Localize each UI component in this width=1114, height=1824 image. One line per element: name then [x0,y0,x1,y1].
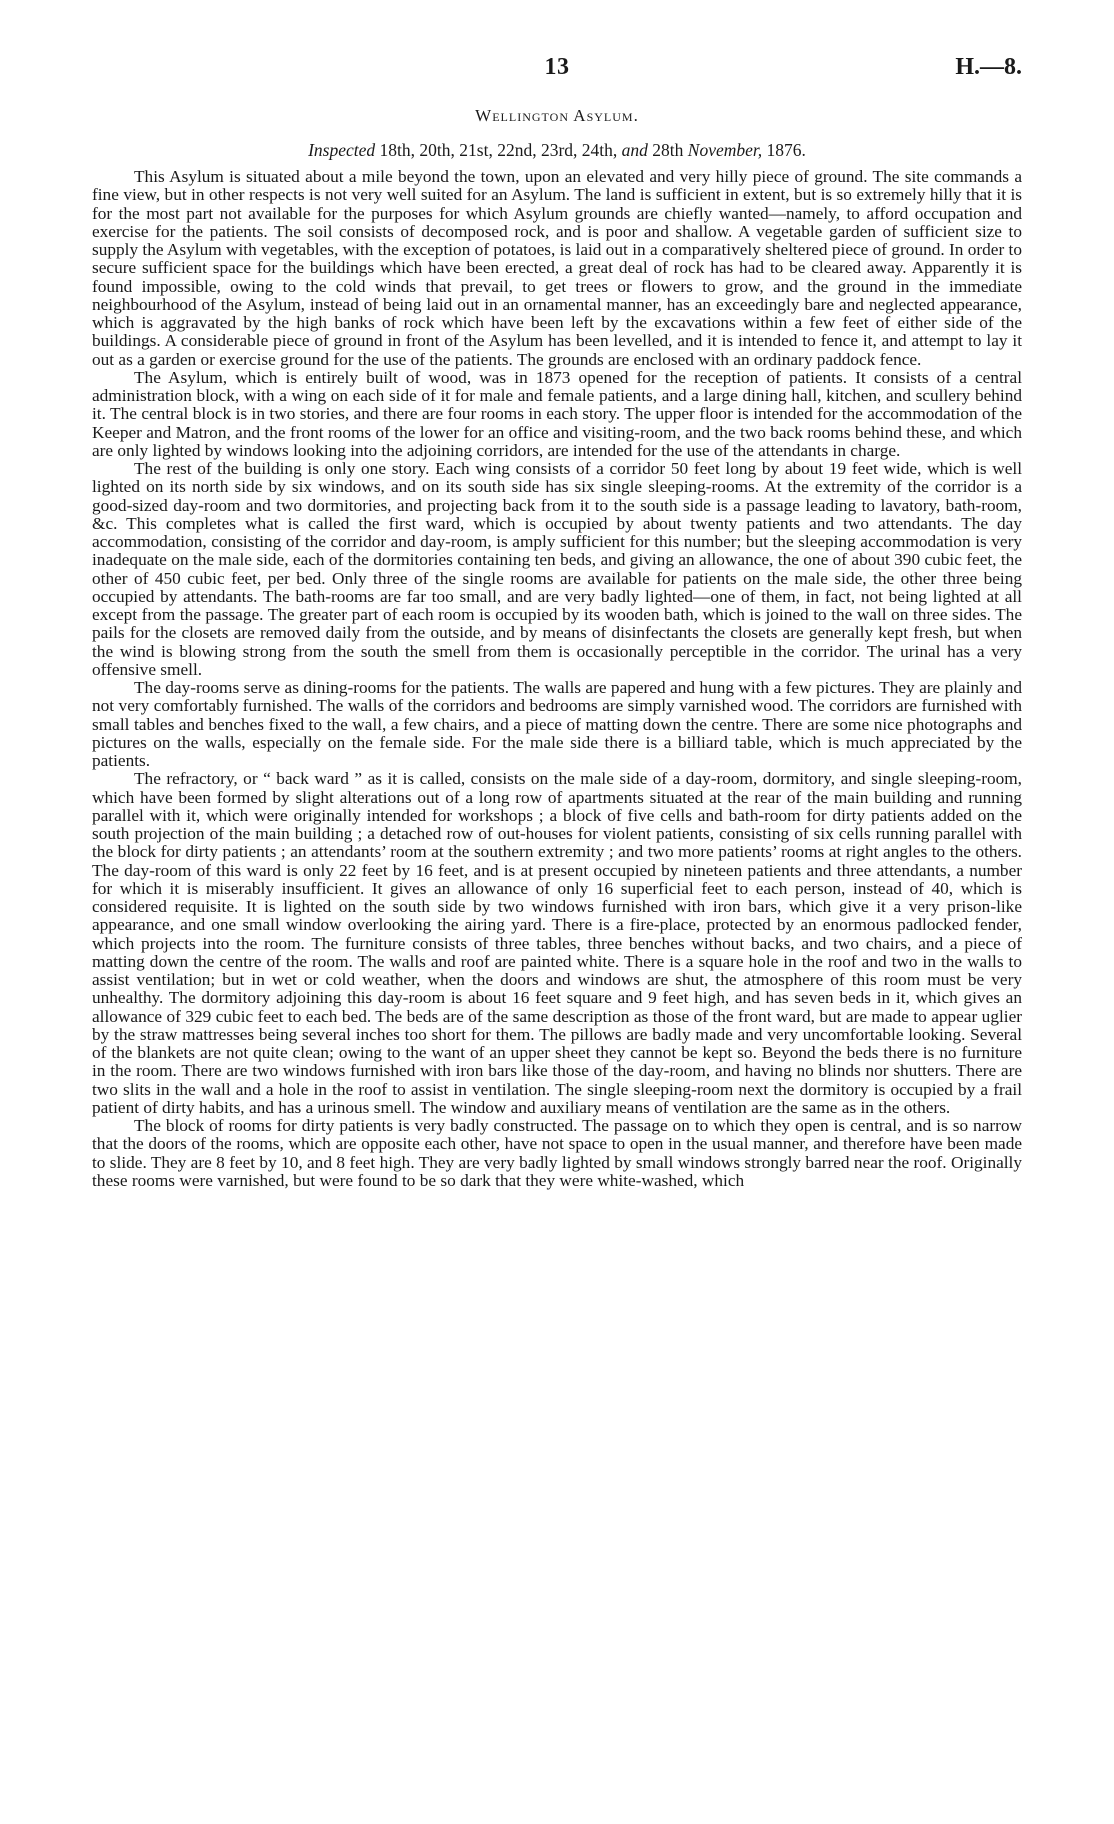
paragraph-day-rooms: The day-rooms serve as dining-rooms for the patients. The walls are papered and hung with a few pictures. They are plainly and not very comfortably furnished. The walls of the corridors and bedrooms are simply varnished wood. The corridors are furnished with small tables and benches fixed to the wall, a few chairs, and a piece of matting down the centre. There are some nice photographs and pictures on the walls, especially on the female side. For the male side there is a billiard table, which is much appreciated by the patients. [92,678,1022,770]
page-number: 13 [544,54,570,80]
report-body [92,168,1022,1190]
paragraph-building: The Asylum, which is entirely built of wood, was in 1873 opened for the reception of patients. It consists of a central administration block, with a wing on each side of it for male and female patients, and a large dining hall, kitchen, and scullery behind it. The central block is in two stories, and there are four rooms in each story. The upper floor is intended for the accommodation of the Keeper and Matron, and the front rooms of the lower for an office and visiting-room, and the two back rooms behind these, and which are only lighted by windows looking into the adjoining corridors, are intended for the use of the attendants in charge. [92,367,1022,460]
section-title: Wellington Asylum. [475,106,639,125]
inspection-final-date: 28th [652,140,684,160]
paragraph-site: This Asylum is situated about a mile beyond the town, upon an elevated and very hilly piece of ground. The site commands a fine view, but in other respects is not very well suited for an Asylum. The land is sufficient in extent, but is so extremely hilly that it is for the most part not available for the purposes for which Asylum grounds are chiefly wanted—namely, to afford occupation and exercise for the patients. The soil consists of decomposed rock, and is poor and shallow. A vegetable garden of sufficient size to supply the Asylum with vegetables, with the exception of potatoes, is laid out in a comparatively sheltered piece of ground. In order to secure sufficient space for the buildings which have been erected, a great deal of rock has had to be cleared away. Apparently it is found impossible, owing to the cold winds that prevail, to get trees or flowers to grow, and the ground in the immediate neighbourhood of the Asylum, instead of being laid out in an ornamental manner, has an exceedingly bare and neglected appearance, which is aggravated by the high banks of rock which have been left by the excavations within a few feet of either side of the buildings. A considerable piece of ground in front of the Asylum has been levelled, and it is intended to fence it, and attempt to lay it out as a garden or exercise ground for the use of the patients. The grounds are enclosed with an ordinary paddock fence. [92,167,1022,369]
inspected-label: Inspected [308,140,376,160]
paragraph-dirty-patients-block: The block of rooms for dirty patients is very badly constructed. The passage on to which they open is central, and is so narrow that the doors of the rooms, which are opposite each other, have not space to open in the usual manner, and therefore have been made to slide. They are 8 feet by 10, and 8 feet high. They are very badly lighted by small windows strongly barred near the roof. Originally these rooms were varnished, but were found to be so dark that they were white-washed, which [92,1116,1022,1190]
page-header [92,54,1022,84]
paragraph-wings: The rest of the building is only one story. Each wing consists of a corridor 50 feet long by about 19 feet wide, which is well lighted on its north side by six windows, and on its south side has six single sleeping-rooms. At the extremity of the corridor is a good-sized day-room and two dormitories, and projecting back from it to the south side is a passage leading to lavatory, bath-room, &c. This completes what is called the first ward, which is occupied by about twenty patients and two attendants. The day accommodation, consisting of the corridor and day-room, is amply sufficient for this number; but the sleeping accommodation is very inadequate on the male side, each of the dormitories containing ten beds, and giving an allowance, the one of about 390 cubic feet, the other of 450 cubic feet, per bed. Only three of the single rooms are available for patients on the male side, the other three being occupied by attendants. The bath-rooms are far too small, and are very badly lighted—one of them, in fact, not being lighted at all except from the passage. The greater part of each room is occupied by its wooden bath, which is joined to the wall on three sides. The pails for the closets are removed daily from the outside, and by means of disinfectants the closets are generally kept fresh, but when the wind is blowing strong from the south the smell from them is occasionally perceptible in the corridor. The urinal has a very offensive smell. [92,459,1022,679]
inspection-month: November, [687,140,763,160]
inspection-dates-list: 18th, 20th, 21st, 22nd, 23rd, 24th, [379,140,618,160]
paragraph-refractory: The refractory, or “ back ward ” as it is called, consists on the male side of a day-room, dormitory, and single sleeping-room, which have been formed by slight alterations out of a long row of apartments situated at the rear of the main building and running parallel with it, which were originally intended for workshops ; a block of five cells and bath-room for dirty patients added on the south projection of the main building ; a detached row of out-houses for violent patients, consisting of six cells running parallel with the block for dirty patients ; an attendants’ room at the southern extremity ; and two more patients’ rooms at right angles to the others. The day-room of this ward is only 22 feet by 16 feet, and is at present occupied by nineteen patients and three attendants, a number for which it is miserably insufficient. It gives an allowance of only 16 superficial feet to each person, instead of 40, which is considered requisite. It is lighted on the south side by two windows furnished with iron bars, which give it a very prison-like appearance, and one small window overlooking the airing yard. There is a fire-place, protected by an enormous padlocked fender, which projects into the room. The furniture consists of three tables, three benches without backs, and two chairs, and a piece of matting down the centre of the room. The walls and roof are painted white. There is a square hole in the roof and two in the walls to assist ventilation; but in wet or cold weather, when the doors and windows are shut, the atmosphere of this room must be very unhealthy. The dormitory adjoining this day-room is about 16 feet square and 9 feet high, and has seven beds in it, which gives an allowance of 329 cubic feet to each bed. The beds are of the same description as those of the front ward, but are made to appear uglier by the straw mattresses being several inches too short for them. The pillows are badly made and very uncomfortable looking. Several of the blankets are not quite clean; owing to the want of an upper sheet they cannot be kept so. Beyond the beds there is no furniture in the room. There are two windows furnished with iron bars like those of the day-room, and having no blinds nor shutters. There are two slits in the wall and a hole in the roof to assist in ventilation. The single sleeping-room next the dormitory is occupied by a frail patient of dirty habits, and has a urinous smell. The window and auxiliary means of ventilation are the same as in the others. [92,769,1022,1117]
inspection-dates [92,140,1022,161]
page-reference: H.—8. [955,54,1022,80]
inspection-year: 1876. [766,140,806,160]
inspection-conjunction: and [621,140,648,160]
